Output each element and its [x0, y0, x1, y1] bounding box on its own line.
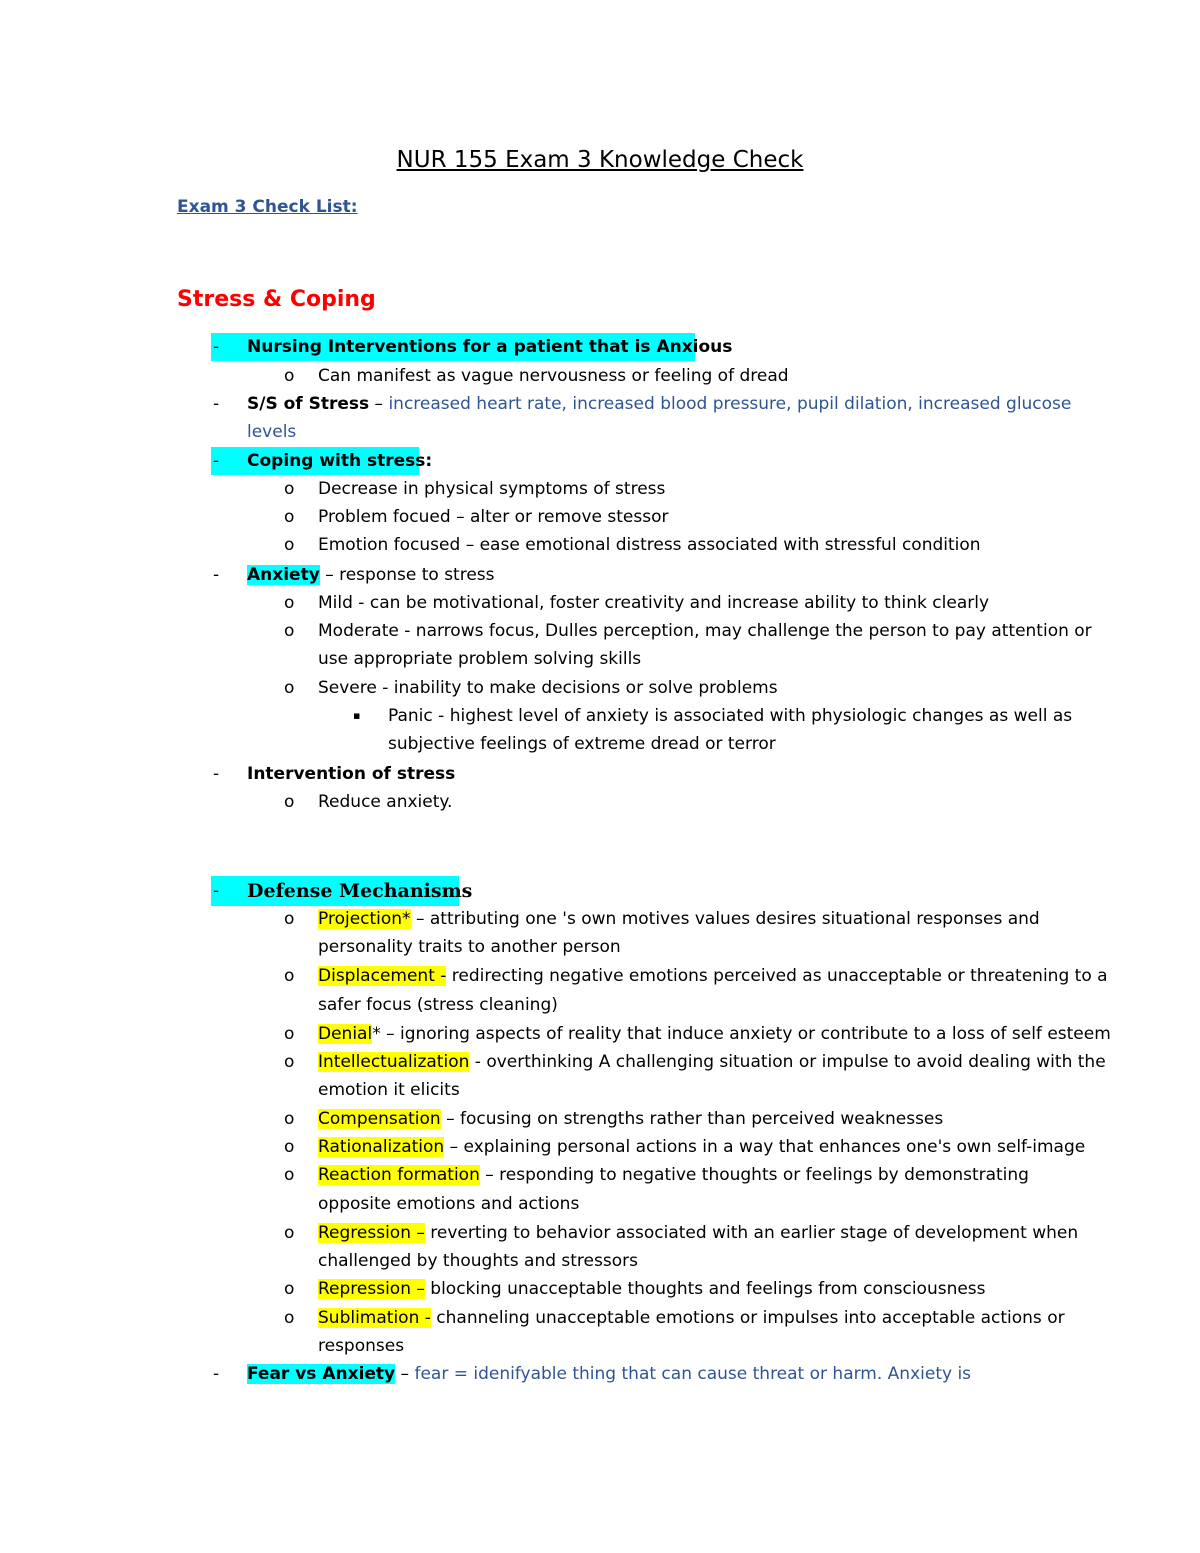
item-separator: – [395, 1364, 415, 1384]
item-text: responses [318, 1336, 405, 1356]
item-text: Can manifest as vague nervousness or feeling of dread [318, 366, 789, 386]
item-text: safer focus (stress cleaning) [318, 995, 558, 1015]
dash-bullet: - [213, 1364, 220, 1384]
item-text: Panic - highest level of anxiety is associated with physiologic changes as well as [388, 706, 1073, 726]
dash-bullet: - [213, 394, 220, 414]
circle-bullet: o [284, 621, 295, 641]
circle-bullet: o [284, 1052, 295, 1072]
item-label: Intervention of stress [247, 764, 456, 784]
section-heading-stress: Stress & Coping [177, 287, 376, 312]
circle-bullet: o [284, 966, 295, 986]
item-text: – response to stress [319, 565, 495, 585]
circle-bullet: o [284, 507, 295, 527]
circle-bullet: o [284, 479, 295, 499]
term-highlight: Projection* [318, 909, 411, 929]
circle-bullet: o [284, 1279, 295, 1299]
item-text: – attributing one 's own motives values desires situational responses and [410, 909, 1040, 929]
term-highlight: Reaction formation [318, 1165, 480, 1185]
dash-bullet: - [213, 565, 220, 585]
dash-bullet: - [213, 881, 220, 901]
circle-bullet: o [284, 1137, 295, 1157]
circle-bullet: o [284, 593, 295, 613]
term-highlight: Compensation [318, 1109, 441, 1129]
item-label: Coping with stress: [247, 451, 433, 471]
item-text: Severe - inability to make decisions or solve problems [318, 678, 778, 698]
circle-bullet: o [284, 678, 295, 698]
circle-bullet: o [284, 1024, 295, 1044]
section-heading-defense: Defense Mechanisms [247, 880, 473, 902]
circle-bullet: o [284, 1223, 295, 1243]
item-text: subjective feelings of extreme dread or terror [388, 734, 776, 754]
checklist-label: Exam 3 Check List: [177, 197, 358, 217]
item-text: increased heart rate, increased blood pressure, pupil dilation, increased glucose [388, 394, 1072, 414]
term-highlight: Intellectualization [318, 1052, 470, 1072]
document-title: NUR 155 Exam 3 Knowledge Check [396, 147, 804, 173]
item-text: channeling unacceptable emotions or impulses into acceptable actions or [430, 1308, 1065, 1328]
item-text: Problem focued – alter or remove stessor [318, 507, 669, 527]
circle-bullet: o [284, 1308, 295, 1328]
circle-bullet: o [284, 909, 295, 929]
item-text: Moderate - narrows focus, Dulles perception, may challenge the person to pay attention or [318, 621, 1092, 641]
item-text: fear = idenifyable thing that can cause threat or harm. Anxiety is [414, 1364, 972, 1384]
item-text: opposite emotions and actions [318, 1194, 580, 1214]
item-text: Reduce anxiety. [318, 792, 453, 812]
item-text: – focusing on strengths rather than perceived weaknesses [440, 1109, 944, 1129]
item-text: – explaining personal actions in a way that enhances one's own self-image [444, 1137, 1086, 1157]
square-bullet: ▪ [353, 709, 361, 722]
item-text: emotion it elicits [318, 1080, 460, 1100]
term-highlight: Displacement - [318, 966, 447, 986]
circle-bullet: o [284, 366, 295, 386]
item-text: personality traits to another person [318, 937, 621, 957]
item-separator: – [369, 394, 389, 414]
item-text: Mild - can be motivational, foster creativity and increase ability to think clearly [318, 593, 990, 613]
term-highlight: Denial [318, 1024, 373, 1044]
item-text: challenged by thoughts and stressors [318, 1251, 638, 1271]
item-text: * – ignoring aspects of reality that induce anxiety or contribute to a loss of self esteem [372, 1024, 1111, 1044]
item-label: Nursing Interventions for a patient that is Anxious [247, 337, 733, 357]
term-highlight: Regression – [318, 1223, 425, 1243]
circle-bullet: o [284, 535, 295, 555]
dash-bullet: - [213, 764, 220, 784]
item-label: S/S of Stress [247, 394, 370, 414]
circle-bullet: o [284, 1165, 295, 1185]
item-text: Emotion focused – ease emotional distress associated with stressful condition [318, 535, 981, 555]
item-text: levels [247, 422, 297, 442]
circle-bullet: o [284, 1109, 295, 1129]
item-text: – responding to negative thoughts or feelings by demonstrating [479, 1165, 1029, 1185]
item-text: reverting to behavior associated with an earlier stage of development when [424, 1223, 1079, 1243]
dash-bullet: - [213, 337, 220, 357]
dash-bullet: - [213, 451, 220, 471]
circle-bullet: o [284, 792, 295, 812]
item-text: use appropriate problem solving skills [318, 649, 642, 669]
item-text: redirecting negative emotions perceived as unacceptable or threatening to a [446, 966, 1108, 986]
item-text: - overthinking A challenging situation or impulse to avoid dealing with the [469, 1052, 1106, 1072]
term-highlight: Repression – [318, 1279, 425, 1299]
item-label: Anxiety [247, 565, 320, 585]
item-label: Fear vs Anxiety [247, 1364, 396, 1384]
term-highlight: Sublimation - [318, 1308, 431, 1328]
term-highlight: Rationalization [318, 1137, 445, 1157]
item-text: blocking unacceptable thoughts and feelings from consciousness [424, 1279, 986, 1299]
item-text: Decrease in physical symptoms of stress [318, 479, 666, 499]
